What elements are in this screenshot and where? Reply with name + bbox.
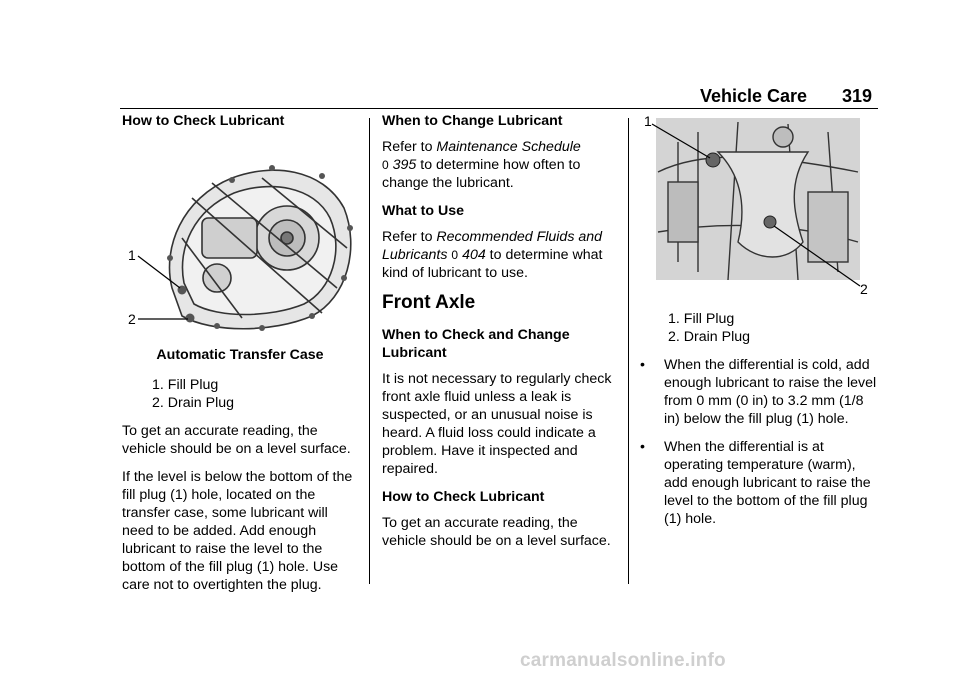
column-divider-2 — [628, 118, 629, 584]
transfer-case-illustration — [122, 138, 358, 338]
column-1 — [122, 112, 358, 604]
list-item: 2. Drain Plug — [668, 329, 751, 345]
list-item: 1. Fill Plug — [152, 377, 219, 393]
maintenance-schedule-link[interactable]: Maintenance Schedule — [436, 139, 581, 155]
bullet-glyph: • — [640, 357, 645, 373]
figure-caption: Automatic Transfer Case — [156, 347, 324, 363]
list-item: 1. Fill Plug — [668, 311, 735, 327]
paragraph-front-axle-fluid: It is not necessary to regularly check front axle fluid unless a leak is suspected, or an unusual noise is heard. A fluid loss could indicate a problem. Have it inspected and repaired. — [382, 371, 612, 477]
paragraph-maintenance-ref: Refer to Maintenance Schedule 0 395 to determine how often to change the lubricant. — [382, 139, 581, 191]
bullet-glyph: • — [640, 439, 645, 455]
front-axle-illustration — [638, 112, 878, 302]
heading-how-to-check-2: How to Check Lubricant — [382, 489, 545, 505]
bullet-list — [638, 356, 878, 528]
paragraph-level-surface-2: To get an accurate reading, the vehicle should be on a level surface. — [382, 515, 611, 549]
column-3 — [638, 112, 878, 538]
page-ref-icon: 0 — [451, 248, 459, 262]
callout-1: 1 — [128, 247, 136, 263]
bullet-item: • When the differential is cold, add enough lubricant to raise the level from 0 mm (0 in) to 3.2 mm (1/8 in) below the fill plug (1) hole. — [640, 357, 877, 427]
list-item: 2. Drain Plug — [152, 395, 235, 411]
paragraph-fluids-ref: Refer to Recommended Fluids and Lubricants 0 404 to determine what kind of lubricant to use. — [382, 229, 603, 281]
recommended-fluids-link[interactable]: Recommended Fluids and Lubricants — [382, 229, 603, 263]
section-title-front-axle: Front Axle — [382, 292, 476, 313]
front-axle-figure — [638, 112, 878, 302]
heading-what-to-use: What to Use — [382, 203, 464, 219]
plug-list — [638, 310, 878, 346]
column-2 — [382, 112, 618, 560]
transfer-case-figure — [122, 138, 358, 338]
page-number: 319 — [842, 86, 873, 106]
bullet-item: • When the differential is at operating temperature (warm), add enough lubricant to raise the level to the bottom of the fill plug (1) hole. — [640, 439, 871, 527]
paragraph-fill-plug: If the level is below the bottom of the fill plug (1) hole, located on the transfer case, some lubricant will need to be added. Add enough lubricant to raise the level to the bottom of the fill plug (1) hole. Use care not to overtighten the plug. — [122, 469, 353, 593]
callout-2: 2 — [860, 281, 868, 297]
plug-list — [122, 376, 358, 412]
heading-when-to-check-change: When to Check and Change Lubricant — [382, 327, 570, 361]
page-ref-icon: 0 — [382, 158, 389, 172]
watermark: carmanualsonline.info — [520, 650, 726, 671]
page-header-title: Vehicle Care — [700, 86, 808, 106]
page-ref-404[interactable]: 404 — [462, 247, 486, 263]
column-divider-1 — [369, 118, 370, 584]
callout-2: 2 — [128, 311, 136, 327]
heading-when-to-change: When to Change Lubricant — [382, 113, 563, 129]
callout-1: 1 — [644, 113, 652, 129]
header-rule — [120, 108, 878, 109]
paragraph-level-surface: To get an accurate reading, the vehicle should be on a level surface. — [122, 423, 351, 457]
page-ref-395[interactable]: 395 — [392, 157, 417, 173]
heading-how-to-check: How to Check Lubricant — [122, 113, 285, 129]
